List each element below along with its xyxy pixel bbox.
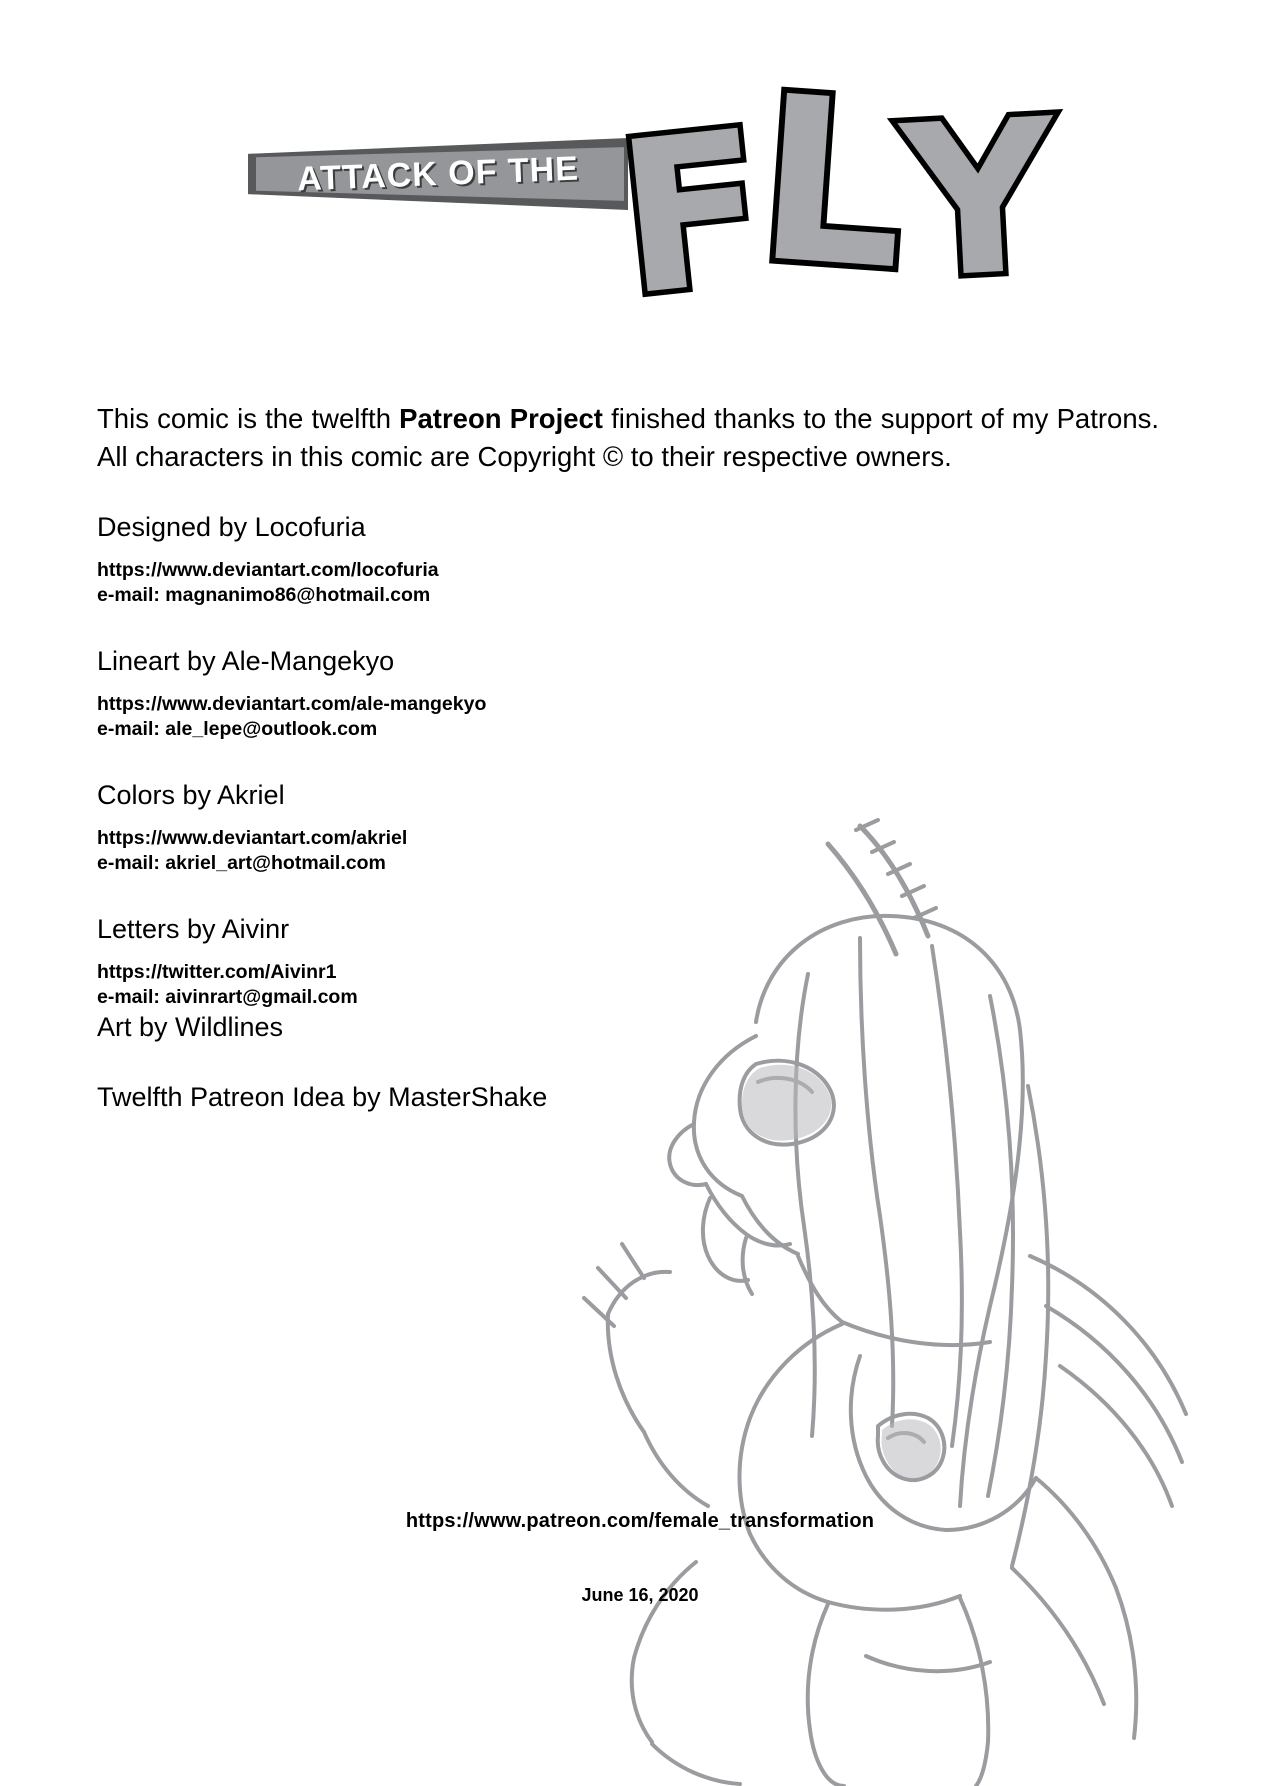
intro-paragraph bbox=[97, 400, 1159, 476]
credit-email-colors[interactable]: e-mail: akriel_art@hotmail.com bbox=[97, 852, 386, 874]
credit-email-designer[interactable]: e-mail: magnanimo86@hotmail.com bbox=[97, 584, 431, 606]
credit-url-letters[interactable]: https://twitter.com/Aivinr1 bbox=[97, 961, 337, 983]
title-letter-l: L bbox=[751, 46, 919, 321]
credit-links-letters bbox=[97, 960, 1167, 1010]
credit-role-lineart: Lineart by Ale-Mangekyo bbox=[97, 646, 395, 676]
credit-url-designer[interactable]: https://www.deviantart.com/locofuria bbox=[97, 559, 439, 581]
credit-links-lineart bbox=[97, 692, 1167, 742]
credit-block-designer bbox=[97, 510, 1167, 608]
credit-role-idea: Twelfth Patreon Idea by MasterShake bbox=[97, 1082, 548, 1112]
credit-links-colors bbox=[97, 826, 1167, 876]
credit-url-colors[interactable]: https://www.deviantart.com/akriel bbox=[97, 827, 408, 849]
title-logo bbox=[0, 46, 1280, 343]
title-banner bbox=[248, 138, 628, 210]
page-footer bbox=[0, 1510, 1280, 1606]
credit-block-colors bbox=[97, 778, 1167, 876]
title-letter-y: Y bbox=[897, 73, 1067, 326]
credit-role-letters: Letters by Aivinr bbox=[97, 914, 290, 944]
credit-email-letters[interactable]: e-mail: aivinrart@gmail.com bbox=[97, 986, 358, 1008]
credit-url-lineart[interactable]: https://www.deviantart.com/ale-mangekyo bbox=[97, 693, 487, 715]
credit-block-lineart bbox=[97, 644, 1167, 742]
intro-highlight: Patreon Project bbox=[399, 403, 603, 434]
title-letter-f: F bbox=[608, 83, 781, 343]
title-main-word bbox=[608, 46, 1067, 343]
credits-content bbox=[97, 400, 1167, 1150]
publication-date: June 16, 2020 bbox=[581, 1585, 699, 1605]
credit-role-designer: Designed by Locofuria bbox=[97, 512, 366, 542]
intro-part1: This comic is the twelfth bbox=[97, 403, 400, 434]
banner-text: ATTACK OF THE bbox=[296, 149, 580, 198]
credit-role-art: Art by Wildlines bbox=[97, 1012, 284, 1042]
credit-role-colors: Colors by Akriel bbox=[97, 780, 285, 810]
credit-links-designer bbox=[97, 558, 1167, 608]
intro-part2: finished thanks to the support of my Patrons. All characters in this comic are Copyright © to their respective owners. bbox=[97, 403, 1160, 472]
credit-block-letters bbox=[97, 912, 1167, 1010]
patreon-url[interactable]: https://www.patreon.com/female_transformation bbox=[405, 1510, 875, 1532]
credit-email-lineart[interactable]: e-mail: ale_lepe@outlook.com bbox=[97, 718, 378, 740]
